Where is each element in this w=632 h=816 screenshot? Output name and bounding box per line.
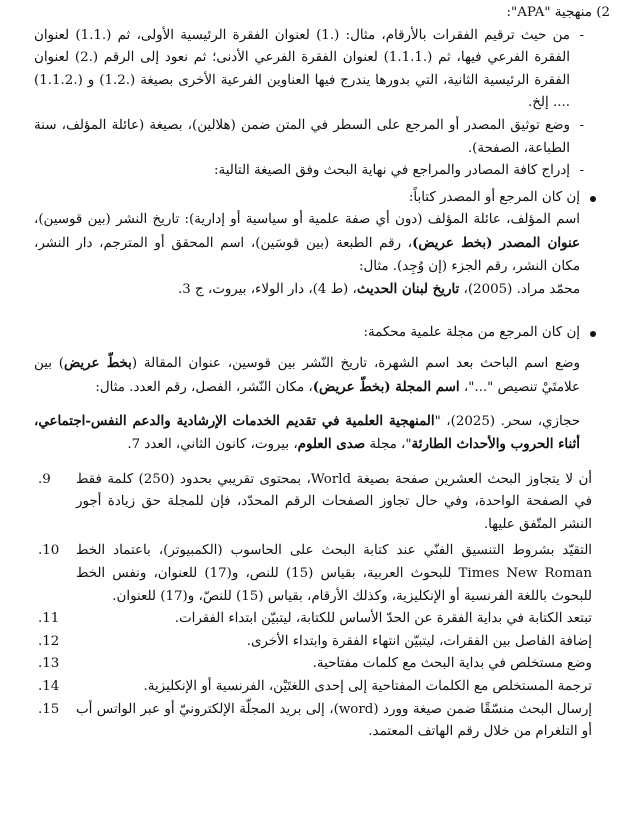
sub-item-numbering [30,25,610,115]
sub-item-text: وضع توثيق المصدر أو المرجع على السطر في المتن ضمن (هلالين)، بصيغة (عائلة المؤلف، سنة الطباعة، الصفحة). [34,117,570,156]
item-text: تبتعد الكتابة في بداية الفقرة عن الحدّ الأساس للكتابة، ليتبيّن ابتداء الفقرات. [174,611,592,627]
journal-reference-example [30,410,610,457]
item-number: .10 [38,543,60,559]
list-item-13 [30,653,610,676]
journal-example-title: المنهجية العلمية في تقديم الخدمات الإرشادية والدعم النفس-اجتماعي، أثناء الحروب والأحداث الطارئة [34,412,580,453]
journal-reference-bullet [30,322,610,345]
bullet-icon [590,196,596,202]
book-format-bold: عنوان المصدر (بخط عريض) [412,234,580,251]
item-number: .15 [38,701,60,717]
item-number: .12 [38,633,60,649]
book-reference-title: إن كان المرجع أو المصدر كتاباً: [408,189,580,205]
journal-format-text-end: ، مكان النّشر، الفصل، رقم العدد. مثال: [95,379,313,395]
list-item-11 [30,608,610,631]
item-number: .14 [38,679,60,695]
item-text: وضع مستخلص في بداية البحث مع كلمات مفتاحية. [312,656,592,672]
item-text: التقيّد بشروط التنسيق الفنّي عند كتابة البحث على الحاسوب (الكمبيوتر)، باعتماد الخط Times New Roman للبحوث العربية، بقياس (15) للنص، و(17) للعنوان، ونفس الخط للبحوث باللغة الفرنسية أو الإنكليزية، وكذلك الأرقام، بقياس (15) للنصّ، و(17) للعنوان. [76,543,592,604]
item-text: إضافة الفاصل بين الفقرات، ليتبيّن انتهاء الفقرة وابتداء الأخرى. [246,633,592,649]
section-heading: 2) منهجية "APA": [506,5,610,20]
sub-item-references [30,160,610,183]
journal-format-text: وضع اسم الباحث بعد اسم الشهرة، تاريخ النّشر بين قوسين، عنوان المقالة ( [131,356,580,372]
book-format-text-end: ، رقم الطبعة (بين قوسَين)، اسم المحقق أو المترجم، دار النشر، مكان النشر، رقم الجزء (إن وُجِد). مثال: [34,235,580,274]
list-item-9 [30,469,610,537]
item-text: أن لا يتجاوز البحث العشرين صفحة بصيغة World، بمحتوى تقريبي بحدود (250) كلمة فقط في الصفحة الواحدة، وفي حال تجاوز الصفحات الرقم المحدّد، فإن للمجلة حق زيادة أجور النشر المتّفق عليها. [76,471,592,532]
journal-example-details: ، بيروت، كانون الثاني، العدد 7. [127,437,298,453]
book-example-author: محمّد مراد. (2005)، [463,282,580,298]
book-example-details: ، (ط 4)، دار الولاء، بيروت، ج 3. [177,282,357,298]
journal-reference-title: إن كان المرجع من مجلة علمية محكمة: [363,324,580,340]
list-item-14 [30,676,610,699]
list-item-12 [30,631,610,654]
item-number: .9 [38,471,51,487]
item-number: .13 [38,656,60,672]
journal-format-bold: بخطّ عريض [64,355,132,372]
bullet-icon [590,331,596,337]
journal-format-bold-2: اسم المجلة (بخطّ عريض) [312,378,460,395]
journal-example-journal: صدى العلوم [297,436,366,453]
sub-item-citation [30,115,610,160]
book-reference-bullet [30,187,610,210]
sub-item-text: إدراج كافة المصادر والمراجع في نهاية البحث وفق الصيغة التالية: [214,163,570,179]
dash-marker: - [579,27,584,43]
book-reference-format [30,209,610,278]
journal-example-mid: "، مجلة [369,437,412,453]
journal-reference-format [30,352,610,399]
item-text: إرسال البحث منسّقًا ضمن صيغة وورد (word)، إلى بريد المجلّة الإلكترونيّ أو عبر الواتس أب أو التلغرام من خلال رقم الهاتف المعتمد. [76,701,593,740]
journal-example-author: حجازي، سحر. (2025)، " [434,413,580,429]
item-number: .11 [38,611,60,627]
book-format-text: اسم المؤلف، عائلة المؤلف (دون أي صفة علمية أو سياسية أو إدارية): تاريخ النشر (بين قوسين)، [34,212,580,228]
list-item-15 [30,699,610,744]
dash-marker: - [579,117,584,133]
sub-item-text: من حيث ترقيم الفقرات بالأرقام، مثال: (.1) لعنوان الفقرة الرئيسية الأولى، ثم (.1.1) لعنوان الفقرة الفرعي فيها، ثم (.1.1.1) لعنوان الفقرة الفرعي الأدنى؛ ثم نعود إلى الرقم (.2) لعنوان الفقرة الرئيسية الثانية، التي بدورها يندرج فيها العناوين الفرعية الأخرى بصيغة (.1.2) و (.1.1.2) .... إلخ. [34,27,570,111]
dash-marker: - [579,163,584,179]
journal-format-text-2: ) بين علامتَيْ تنصيص "..."، [34,356,580,395]
book-reference-example [30,278,610,302]
list-item-10 [30,540,610,608]
book-example-title: تاريخ لبنان الحديث [356,281,460,298]
item-text: ترجمة المستخلص مع الكلمات المفتاحية إلى إحدى اللغتَيْن، الفرنسية أو الإنكليزية. [143,679,592,695]
